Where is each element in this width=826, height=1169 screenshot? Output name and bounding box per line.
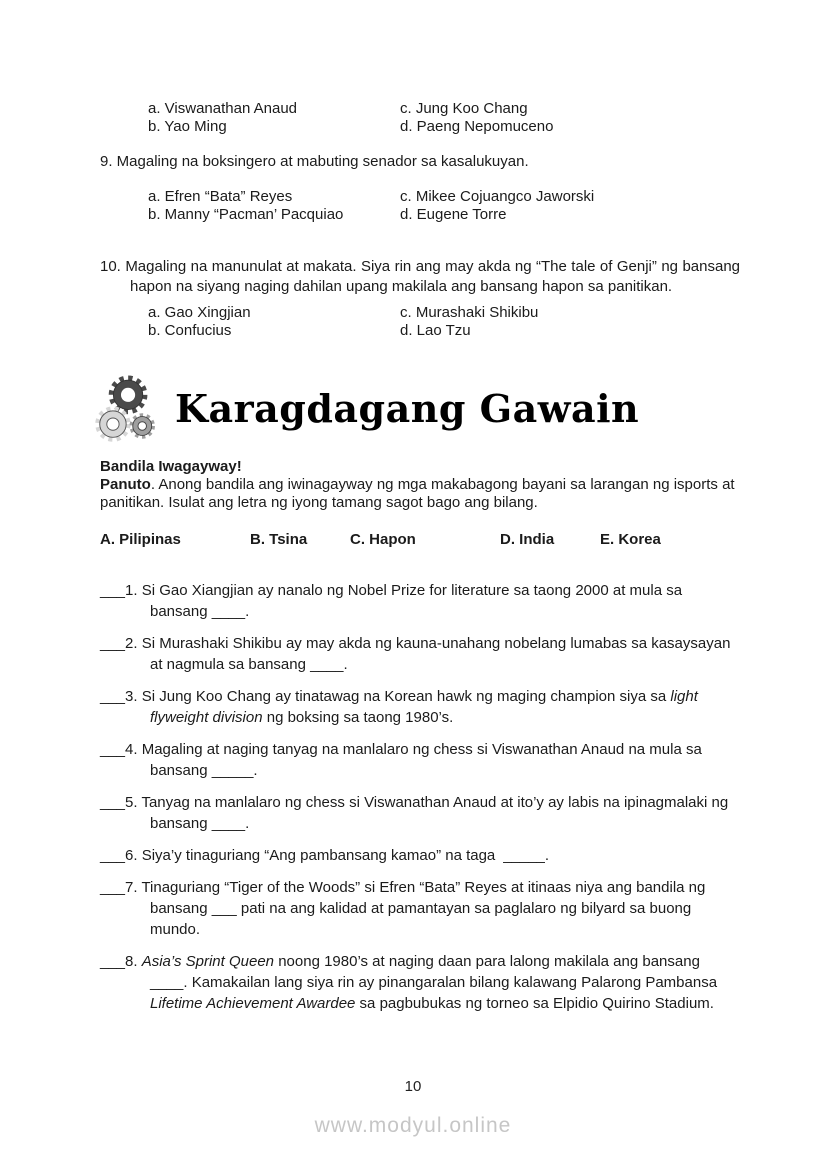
activity-item-4 xyxy=(100,739,740,781)
activity-item-5 xyxy=(100,792,740,834)
choice-tsina: B. Tsina xyxy=(250,531,308,548)
item-text: Magaling at naging tanyag na manlalaro ng chess si Viswanathan Anaud na mula sa bansang _____. xyxy=(141,741,702,779)
item-text: noong 1980’s at naging daan para lalong makilala ang bansang ____. Kamakailan lang siya rin ay pinangaralan bilang kalawang Palarong Pambansa xyxy=(150,953,718,991)
item-text: Si Jung Koo Chang ay tinatawag na Korean hawk ng maging champion siya sa xyxy=(141,688,671,705)
option-b: b. Yao Ming xyxy=(148,118,227,135)
question-10-body: Magaling na manunulat at makata. Siya rin ang may akda ng “The tale of Genji” ng bansang hapon na siyang naging dahilan upang makilala ang bansang hapon sa panitikan. xyxy=(125,258,740,295)
instruction-label: Panuto xyxy=(100,476,151,493)
activity-item-2 xyxy=(100,633,740,675)
answer-blank: ___6. xyxy=(100,847,142,864)
item-text: sa pagbubukas ng torneo sa Elpidio Quirino Stadium. xyxy=(355,995,714,1012)
option-a: a. Efren “Bata” Reyes xyxy=(148,188,293,205)
option-d: d. Paeng Nepomuceno xyxy=(400,118,554,135)
choice-key-row xyxy=(100,531,740,551)
option-d: d. Eugene Torre xyxy=(400,206,507,223)
item-text-italic: Asia’s Sprint Queen xyxy=(141,953,275,970)
choice-hapon: C. Hapon xyxy=(350,531,416,548)
page-content xyxy=(100,0,740,1025)
item-text: Si Gao Xiangjian ay nanalo ng Nobel Prize for literature sa taong 2000 at mula sa bansang ____. xyxy=(141,582,683,620)
item-text-italic: light flyweight division xyxy=(150,688,698,726)
answer-blank: ___3. xyxy=(100,688,142,705)
answer-blank: ___4. xyxy=(100,741,142,758)
option-b: b. Confucius xyxy=(148,322,232,339)
page-number: 10 xyxy=(404,1078,422,1095)
option-c: c. Jung Koo Chang xyxy=(400,100,528,117)
question-10-text xyxy=(100,257,740,296)
question-8-options xyxy=(148,100,740,136)
activity-item-3 xyxy=(100,686,740,728)
choice-pilipinas: A. Pilipinas xyxy=(100,531,181,548)
section-title: Karagdagang Gawain xyxy=(175,386,640,431)
gears-icon xyxy=(95,371,163,447)
answer-blank: ___1. xyxy=(100,582,142,599)
option-b: b. Manny “Pacman’ Pacquiao xyxy=(148,206,344,223)
option-a: a. Gao Xingjian xyxy=(148,304,251,321)
option-d: d. Lao Tzu xyxy=(400,322,471,339)
activity-items xyxy=(100,580,740,1014)
section-header xyxy=(100,371,740,447)
question-10-options xyxy=(148,304,740,340)
item-text: Tinaguriang “Tiger of the Woods” si Efren “Bata” Reyes at itinaas niya ang bandila ng bansang ___ pati na ang kalidad at pamantayan sa paglalaro ng bilyard sa buong mundo. xyxy=(141,879,706,938)
question-10-number: 10. xyxy=(100,258,121,275)
answer-blank: ___5. xyxy=(100,794,142,811)
item-text: ng boksing sa taong 1980’s. xyxy=(262,709,454,726)
question-9-options xyxy=(148,188,740,224)
choice-india: D. India xyxy=(500,531,555,548)
item-text: Si Murashaki Shikibu ay may akda ng kauna-unahang nobelang lumabas sa kasaysayan at nagmula sa bansang ____. xyxy=(141,635,731,673)
activity-instructions xyxy=(100,476,740,512)
item-text: Tanyag na manlalaro ng chess si Viswanathan Anaud at ito’y ay labis na ipinagmalaki ng bansang ____. xyxy=(141,794,729,832)
instruction-text: . Anong bandila ang iwinagayway ng mga makabagong bayani sa larangan ng isports at panitikan. Isulat ang letra ng iyong tamang sagot bago ang bilang. xyxy=(100,476,735,511)
option-c: c. Murashaki Shikibu xyxy=(400,304,539,321)
item-text: Siya’y tinaguriang “Ang pambansang kamao” na taga _____. xyxy=(141,847,550,864)
answer-blank: ___2. xyxy=(100,635,142,652)
item-text-italic: Lifetime Achievement Awardee xyxy=(150,995,356,1012)
option-a: a. Viswanathan Anaud xyxy=(148,100,298,117)
option-c: c. Mikee Cojuangco Jaworski xyxy=(400,188,595,205)
activity-item-7 xyxy=(100,877,740,940)
answer-blank: ___7. xyxy=(100,879,142,896)
activity-item-1 xyxy=(100,580,740,622)
choice-korea: E. Korea xyxy=(600,531,661,548)
activity-item-6 xyxy=(100,845,740,866)
watermark: www.modyul.online xyxy=(314,1114,512,1137)
answer-blank: ___8. xyxy=(100,953,142,970)
activity-heading: Bandila Iwagayway! xyxy=(100,458,242,475)
question-9-text: 9. Magaling na boksingero at mabuting senador sa kasalukuyan. xyxy=(100,153,529,170)
activity-item-8 xyxy=(100,951,740,1014)
